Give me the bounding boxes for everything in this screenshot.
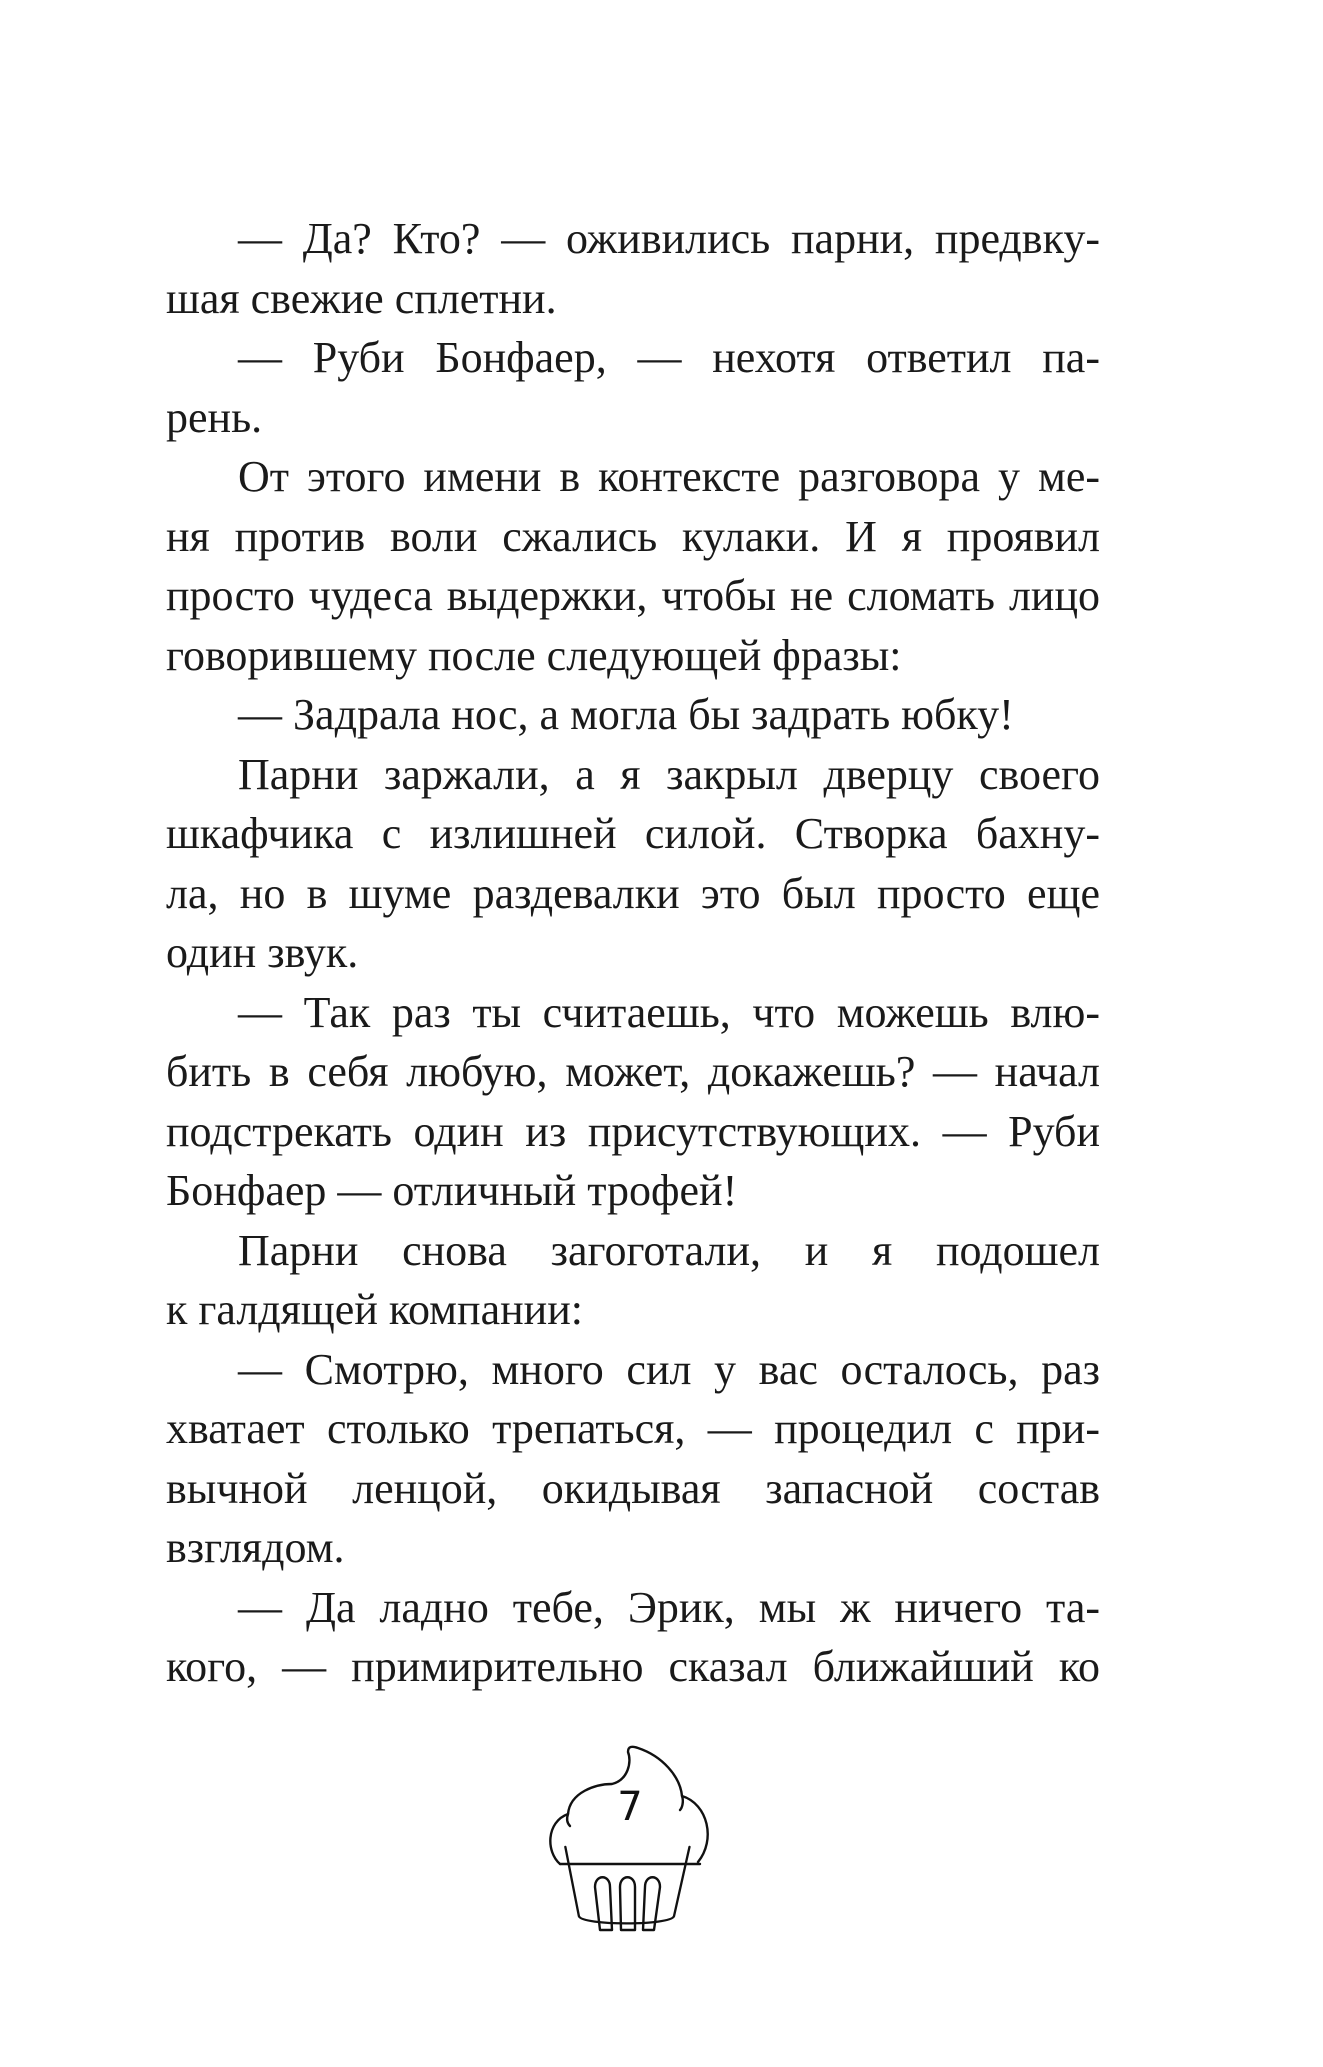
text-line: Парни снова загоготали, и я подошел — [238, 1225, 1100, 1275]
text-line: рень. — [166, 392, 263, 442]
text-line: взглядом. — [166, 1523, 345, 1572]
text-line: говорившему после следующей фразы: — [166, 630, 902, 680]
page-number: 7 — [617, 1784, 643, 1830]
text-line: Парни заржали, а я закрыл дверцу своего — [238, 749, 1100, 799]
text-line: шая свежие сплетни. — [166, 273, 557, 323]
text-line: — Задрала нос, а могла бы задрать юбку! — [238, 690, 1014, 739]
text-line: — Руби Бонфаер, — нехотя ответил па- — [238, 333, 1100, 382]
text-line: Бонфаер — отличный трофей! — [166, 1166, 738, 1215]
text-line: ла, но в шуме раздевалки это был просто еще — [166, 868, 1100, 918]
text-line: к галдящей компании: — [166, 1285, 583, 1334]
cupcake-icon — [540, 1722, 720, 1932]
text-line: подстрекать один из присутствующих. — Руби — [166, 1106, 1100, 1156]
text-line: бить в себя любую, может, докажешь? — начал — [166, 1047, 1100, 1096]
text-line: просто чудеса выдержки, чтобы не сломать лицо — [166, 571, 1100, 620]
text-line: вычной ленцой, окидывая запасной состав — [166, 1463, 1100, 1513]
text-line: — Да? Кто? — оживились парни, предвку- — [238, 214, 1100, 263]
text-line: — Смотрю, много сил у вас осталось, раз — [238, 1344, 1100, 1394]
text-line: кого, — примирительно сказал ближайший ко — [166, 1642, 1100, 1691]
text-line: — Так раз ты считаешь, что можешь влю- — [238, 987, 1100, 1037]
text-line: шкафчика с излишней силой. Створка бахну- — [166, 809, 1100, 858]
text-line: один звук. — [166, 928, 359, 977]
text-line: От этого имени в контексте разговора у ме- — [238, 452, 1100, 501]
page-body-text — [166, 209, 1100, 1697]
text-line: ня против воли сжались кулаки. И я проявил — [166, 511, 1100, 561]
text-line: хватает столько трепаться, — процедил с при- — [166, 1404, 1100, 1453]
text-line: — Да ладно тебе, Эрик, мы ж ничего та- — [238, 1582, 1100, 1632]
